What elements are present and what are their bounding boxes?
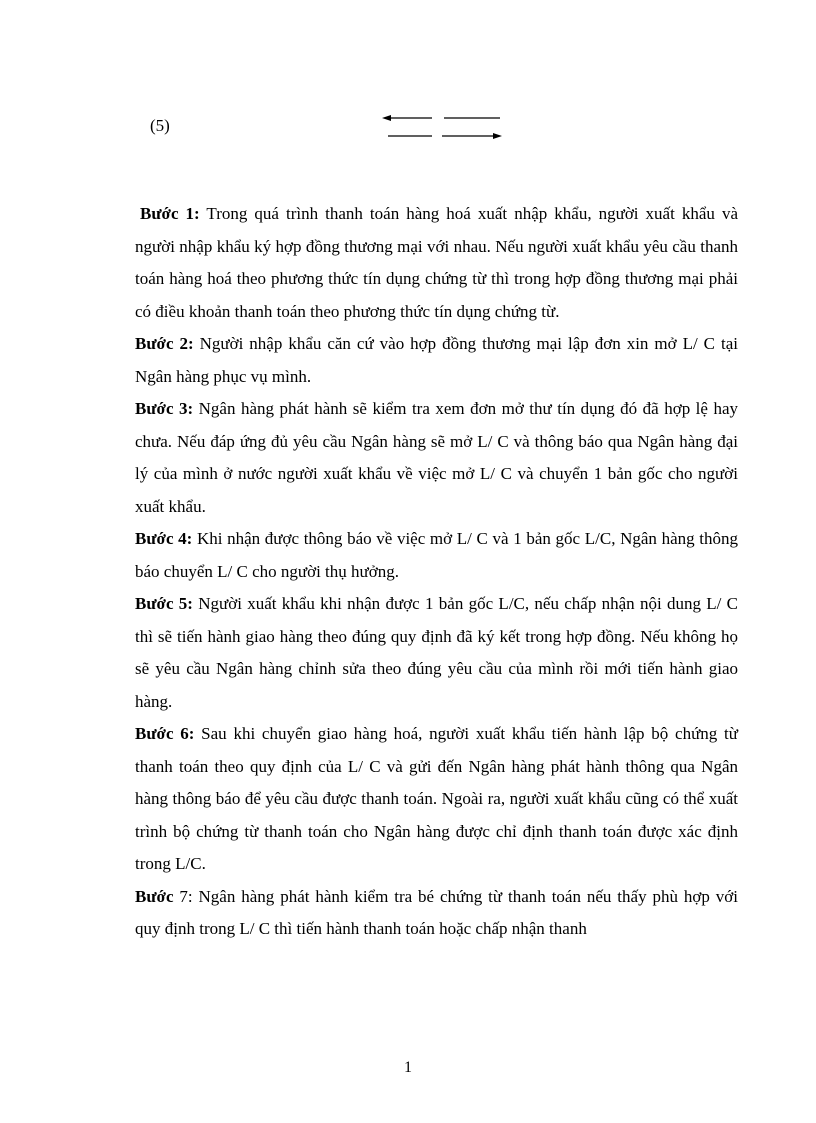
step-1-text: Trong quá trình thanh toán hàng hoá xuất nhập khẩu, người xuất khẩu và người nhập khẩu ký hợp đồng thương mại với nhau. Nếu người xuất khẩu yêu cầu thanh toán hàng hoá theo phương thức tín dụng chứng từ thì trong hợp đồng thương mại phải có điều khoản thanh toán theo phương thức tín dụng chứng từ. <box>135 204 738 321</box>
step-7-label: Bước <box>135 886 174 906</box>
step-2-text: Người nhập khẩu căn cứ vào hợp đồng thương mại lập đơn xin mở L/ C tại Ngân hàng phục vụ mình. <box>135 334 738 386</box>
step-5-text: Người xuất khẩu khi nhận được 1 bản gốc L/C, nếu chấp nhận nội dung L/ C thì sẽ tiến hành giao hàng theo đúng quy định đã ký kết trong hợp đồng. Nếu không họ sẽ yêu cầu Ngân hàng chỉnh sửa theo đúng yêu cầu của mình rồi mới tiến hành giao hàng. <box>135 594 738 711</box>
step-1-paragraph <box>135 198 738 328</box>
step-3-text: Ngân hàng phát hành sẽ kiểm tra xem đơn mở thư tín dụng đó đã hợp lệ hay chưa. Nếu đáp ứng đủ yêu cầu Ngân hàng sẽ mở L/ C và thông báo qua Ngân hàng đại lý của mình ở nước người xuất khẩu về việc mở L/ C và chuyển 1 bản gốc cho người xuất khẩu. <box>135 399 738 516</box>
step-4-label: Bước 4: <box>135 529 193 548</box>
document-body <box>135 198 738 946</box>
arrow-left-icon <box>382 115 432 121</box>
step-4-text: Khi nhận được thông báo về việc mở L/ C và 1 bản gốc L/C, Ngân hàng thông báo chuyển L/ C cho người thụ hưởng. <box>135 529 738 581</box>
step-2-paragraph <box>135 328 738 393</box>
step-6-label: Bước 6: <box>135 724 195 743</box>
step-6-paragraph <box>135 718 738 881</box>
step-7-paragraph <box>135 881 738 946</box>
diagram-arrows <box>380 110 510 146</box>
diagram-step-label: (5) <box>150 116 170 135</box>
step-2-label: Bước 2: <box>135 334 194 353</box>
step-7-text: 7: Ngân hàng phát hành kiểm tra bé chứng từ thanh toán nếu thấy phù hợp với quy định trong L/ C thì tiến hành thanh toán hoặc chấp nhận thanh <box>135 886 738 938</box>
page-number: 1 <box>404 1059 412 1076</box>
step-4-paragraph <box>135 523 738 588</box>
step-5-label: Bước 5: <box>135 594 193 613</box>
step-3-label: Bước 3: <box>135 399 194 418</box>
step-5-paragraph <box>135 588 738 718</box>
arrow-right-icon <box>442 133 502 139</box>
step-6-text: Sau khi chuyển giao hàng hoá, người xuất khẩu tiến hành lập bộ chứng từ thanh toán theo quy định của L/ C và gửi đến Ngân hàng phát hành thông qua Ngân hàng thông báo để yêu cầu được thanh toán. Ngoài ra, người xuất khẩu cũng có thể xuất trình bộ chứng từ thanh toán cho Ngân hàng được chỉ định thanh toán được xác định trong L/C. <box>135 724 738 873</box>
step-1-label: Bước 1: <box>140 204 200 223</box>
step-3-paragraph <box>135 393 738 523</box>
